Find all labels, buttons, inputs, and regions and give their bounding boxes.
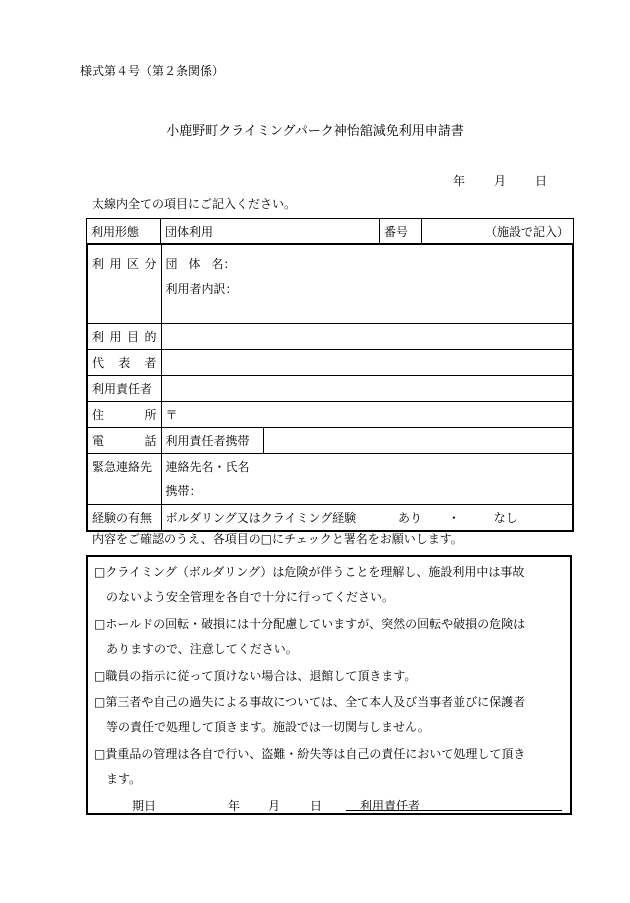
fill-in-instruction: 太線内全ての項目にご記入ください。 (92, 197, 297, 211)
usage-type-value[interactable]: 団体利用 (161, 219, 380, 244)
form-number: 様式第４号（第２条関係） (80, 64, 225, 78)
user-breakdown-label: 利用者内訳： (165, 282, 238, 296)
emergency-contact-label: 緊急連絡先 (87, 454, 161, 505)
experience-yes-option[interactable]: あり (398, 511, 423, 525)
checklist-item-liability[interactable]: □第三者や自己の過失による事故については、全て本人及び当事者並びに保護者 (94, 695, 526, 709)
experience-field (161, 505, 573, 532)
representative-label: 代 表 者 (87, 350, 161, 376)
responsible-person-label: 利用責任者 (87, 376, 161, 402)
checklist-item-staff-instructions[interactable]: □職員の指示に従って頂けない場合は、退館して頂きます。 (94, 669, 417, 683)
experience-separator: ・ (447, 511, 460, 525)
checklist-item-liability-cont: 等の責任で処理して頂きます。施設では一切関与しません。 (106, 720, 430, 734)
checklist-item-hold-damage[interactable]: □ホールドの回転・破損には十分配慮していますが、突然の回転や破損の危険は (94, 617, 526, 631)
responsible-person-field[interactable] (161, 376, 573, 402)
purpose-label: 利 用 目 的 (87, 324, 161, 350)
number-label: 番号 (380, 219, 422, 244)
contact-name-label: 連絡先名・氏名 (165, 460, 250, 474)
checklist-item-hold-damage-cont: ありますので、注意してください。 (106, 642, 298, 656)
confirm-instruction: 内容をご確認のうえ、各項目の□にチェックと署名をお願いします。 (92, 532, 463, 546)
category-field[interactable] (161, 244, 573, 324)
checklist-item-valuables[interactable]: □貴重品の管理は各自で行い、盗難・紛失等は自己の責任において処理して頂き (94, 747, 526, 761)
emergency-contact-field[interactable] (161, 454, 573, 505)
checklist-item-climbing-risk-cont: のないよう安全管理を各自で十分に行ってください。 (106, 590, 395, 604)
signature-month-label: 月 (268, 799, 281, 813)
signature-day-label: 日 (310, 799, 323, 813)
experience-no-option[interactable]: なし (493, 511, 518, 525)
form-title: 小鹿野町クライミングパーク神怡舘減免利用申請書 (166, 124, 464, 139)
usage-header-table (86, 218, 574, 244)
address-label: 住 所 (87, 402, 161, 428)
applicant-info-table (86, 243, 574, 532)
purpose-field[interactable] (161, 324, 573, 350)
date-year-label: 年 (453, 174, 466, 188)
date-day-label: 日 (535, 174, 548, 188)
address-field[interactable]: 〒 (161, 402, 573, 428)
representative-field[interactable] (161, 350, 573, 376)
phone-type-label: 利用責任者携帯 (161, 428, 263, 454)
phone-label: 電 話 (87, 428, 161, 454)
signature-year-label: 年 (228, 799, 241, 813)
checklist-item-climbing-risk[interactable]: □クライミング（ボルダリング）は危険が伴うことを理解し、施設利用中は事故 (94, 565, 525, 579)
experience-label: 経験の有無 (87, 505, 161, 532)
phone-field[interactable] (263, 428, 573, 454)
usage-type-label: 利用形態 (87, 219, 161, 244)
category-label: 利 用 区 分 (87, 244, 161, 324)
number-value[interactable]: （施設で記入） (422, 219, 574, 244)
mobile-label: 携帯： (165, 484, 202, 498)
period-label: 期日 (132, 799, 157, 813)
date-month-label: 月 (494, 174, 507, 188)
experience-question: ボルダリング又はクライミング経験 (165, 511, 357, 525)
group-name-label: 団 体 名： (165, 257, 236, 271)
responsible-signature-label: 利用責任者 (360, 799, 421, 813)
checklist-item-valuables-cont: ます。 (106, 772, 142, 786)
agreement-box (86, 555, 572, 815)
signature-line[interactable] (346, 810, 562, 811)
